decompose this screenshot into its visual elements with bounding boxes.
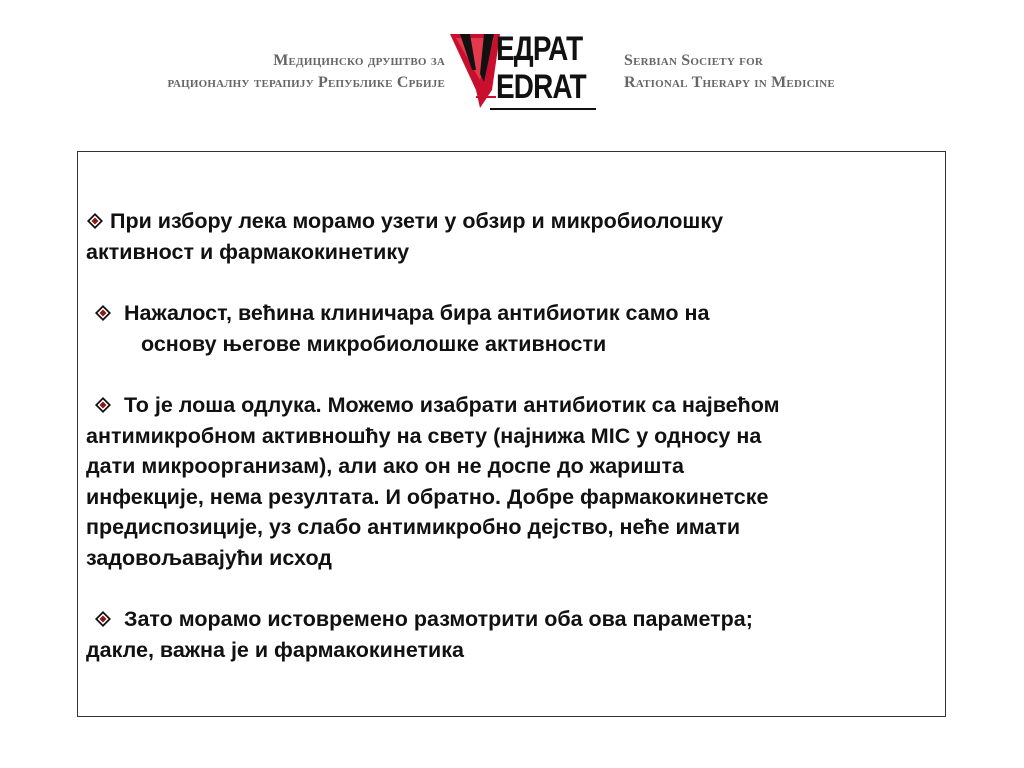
org-name-serbian [120,50,445,94]
bullet-1-line-1 [86,206,936,237]
bullet-3-line-1 [86,390,936,421]
bullet-point-3 [86,390,936,573]
diamond-bullet-icon [94,304,112,322]
org-name-english-line2: Rational Therapy in Medicine [624,74,835,91]
logo-text-latin: EDRAT [496,68,586,106]
bullet-4-line-2: дакле, важна је и фармакокинетика [86,637,464,662]
bullet-point-4 [86,604,936,665]
bullet-4-line-1 [86,604,936,635]
slide-content-box [77,151,946,717]
bullet-2-text-1: Нажалост, већина клиничара бира антибиотик само на [123,301,710,325]
bullet-1-text-1: При избору лека морамо узети у обзир и микробиолошку [110,209,724,233]
logo-text-cyrillic: ЕДРАТ [496,30,583,68]
bullet-point-1 [86,206,936,267]
bullet-point-2 [86,298,936,359]
diamond-bullet-icon [94,610,112,628]
slide-header [0,0,1024,130]
medrat-logo [450,30,610,120]
diamond-bullet-icon [94,396,112,414]
bullet-3-line-2: антимикробном активношћу на свету (најнижа MIC у односу на [86,423,762,448]
bullet-3-line-6: задовољавајући исход [86,545,332,570]
org-name-english [624,50,924,94]
bullet-1-line-2: активност и фармакокинетику [86,239,410,264]
bullet-3-line-4: инфекције, нема резултата. И обратно. Добре фармакокинетске [86,484,769,509]
org-name-english-line1: Serbian Society for [624,52,764,69]
bullet-3-text-1: То је лоша одлука. Можемо изабрати антибиотик са највећом [123,393,780,417]
bullet-2-line-2: основу његове микробиолошке активности [141,331,607,356]
bullet-3-line-3: дати микроорганизам), али ако он не доспе до жаришта [86,454,684,478]
org-name-serbian-line2: рационалну терапију Републике Србије [167,74,445,91]
bullet-3-line-5: предиспозиције, уз слабо антимикробно дејство, неће имати [86,515,741,539]
bullet-4-text-1: Зато морамо истовремено размотрити оба ова параметра; [123,607,753,631]
bullet-2-line-1 [86,298,936,329]
diamond-bullet-icon [86,212,104,230]
org-name-serbian-line1: Медицинско друштво за [273,52,445,69]
